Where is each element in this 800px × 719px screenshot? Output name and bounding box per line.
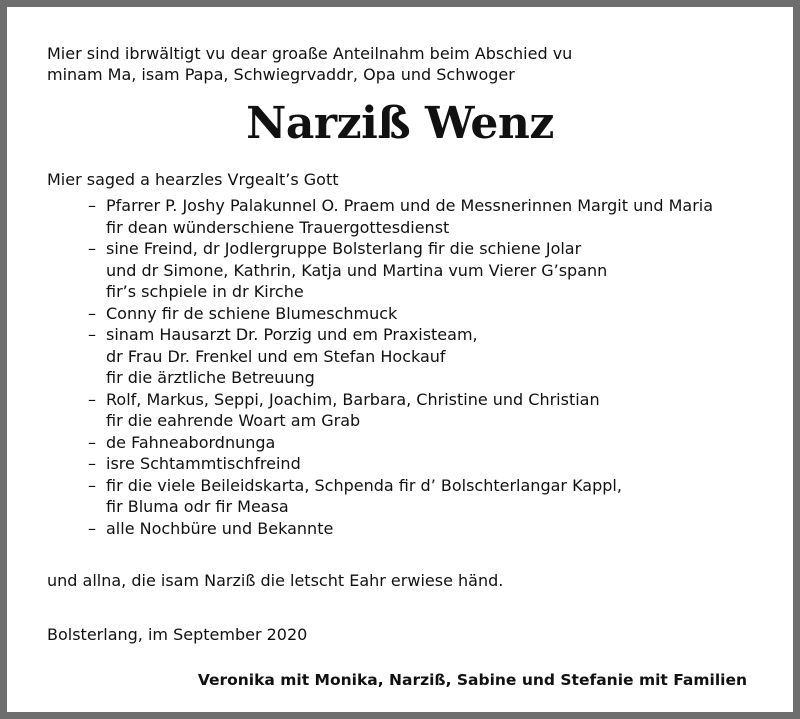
thanks-item bbox=[88, 324, 713, 389]
intro-text bbox=[47, 43, 572, 85]
thanks-item-line: Pfarrer P. Joshy Palakunnel O. Praem und de Messnerinnen Margit und Maria bbox=[106, 196, 714, 215]
dash-bullet: – bbox=[88, 303, 96, 323]
dash-bullet: – bbox=[88, 389, 96, 409]
thanks-item bbox=[88, 195, 713, 238]
signature: Veronika mit Monika, Narziß, Sabine und Stefanie mit Familien bbox=[197, 671, 747, 689]
thanks-item-line: fir Bluma odr fir Measa bbox=[106, 497, 289, 516]
place-date: Bolsterlang, im September 2020 bbox=[47, 625, 308, 644]
dash-bullet: – bbox=[88, 454, 96, 473]
thanks-item bbox=[88, 453, 713, 475]
thanks-list bbox=[88, 195, 713, 539]
thanks-item-line: de Fahneabordnunga bbox=[106, 432, 276, 452]
thanks-item-line: sinam Hausarzt Dr. Porzig und em Praxisteam, bbox=[106, 325, 478, 344]
thanks-item bbox=[88, 389, 713, 432]
dash-bullet: – bbox=[88, 432, 96, 452]
thanks-item bbox=[88, 238, 713, 303]
thanks-item-line: fir die viele Beileidskarta, Schpenda fir d’ Bolschterlangar Kappl, bbox=[106, 475, 622, 495]
thanks-item-line: sine Freind, dr Jodlergruppe Bolsterlang fir die schiene Jolar bbox=[106, 239, 582, 258]
thanks-heading: Mier saged a hearzles Vrgealt’s Gott bbox=[47, 170, 339, 189]
thanks-item-line: Conny fir de schiene Blumeschmuck bbox=[106, 303, 398, 323]
thanks-item bbox=[88, 303, 713, 325]
thanks-item-line: alle Nochbüre und Bekannte bbox=[106, 518, 334, 538]
dash-bullet: – bbox=[88, 518, 96, 538]
dash-bullet: – bbox=[88, 239, 96, 258]
dash-bullet: – bbox=[88, 325, 96, 344]
thanks-item bbox=[88, 475, 713, 518]
thanks-item-line: dr Frau Dr. Frenkel und em Stefan Hockauf bbox=[106, 346, 446, 366]
thanks-item-line: fir’s schpiele in dr Kirche bbox=[106, 282, 304, 301]
thanks-item-line: und dr Simone, Kathrin, Katja und Martina vum Vierer G’spann bbox=[106, 260, 608, 280]
thanks-item bbox=[88, 432, 713, 454]
intro-line: Mier sind ibrwältigt vu dear groaße Anteilnahm beim Abschied vu bbox=[47, 44, 573, 63]
intro-line: minam Ma, isam Papa, Schwiegrvaddr, Opa und Schwoger bbox=[47, 65, 515, 84]
deceased-name: Narziß Wenz bbox=[246, 98, 554, 149]
thanks-item-line: fir die eahrende Woart am Grab bbox=[106, 411, 361, 430]
thanks-item-line: fir dean wünderschiene Trauergottesdienst bbox=[106, 217, 450, 237]
thanks-item-line: isre Schtammtischfreind bbox=[106, 454, 301, 473]
thanks-item-line: fir die ärztliche Betreuung bbox=[106, 368, 315, 387]
thanks-item bbox=[88, 518, 713, 540]
closing-text: und allna, die isam Narziß die letscht Eahr erwiese händ. bbox=[47, 571, 504, 590]
thanks-item-line: Rolf, Markus, Seppi, Joachim, Barbara, Christine und Christian bbox=[106, 389, 600, 409]
dash-bullet: – bbox=[88, 475, 96, 495]
dash-bullet: – bbox=[88, 196, 96, 215]
